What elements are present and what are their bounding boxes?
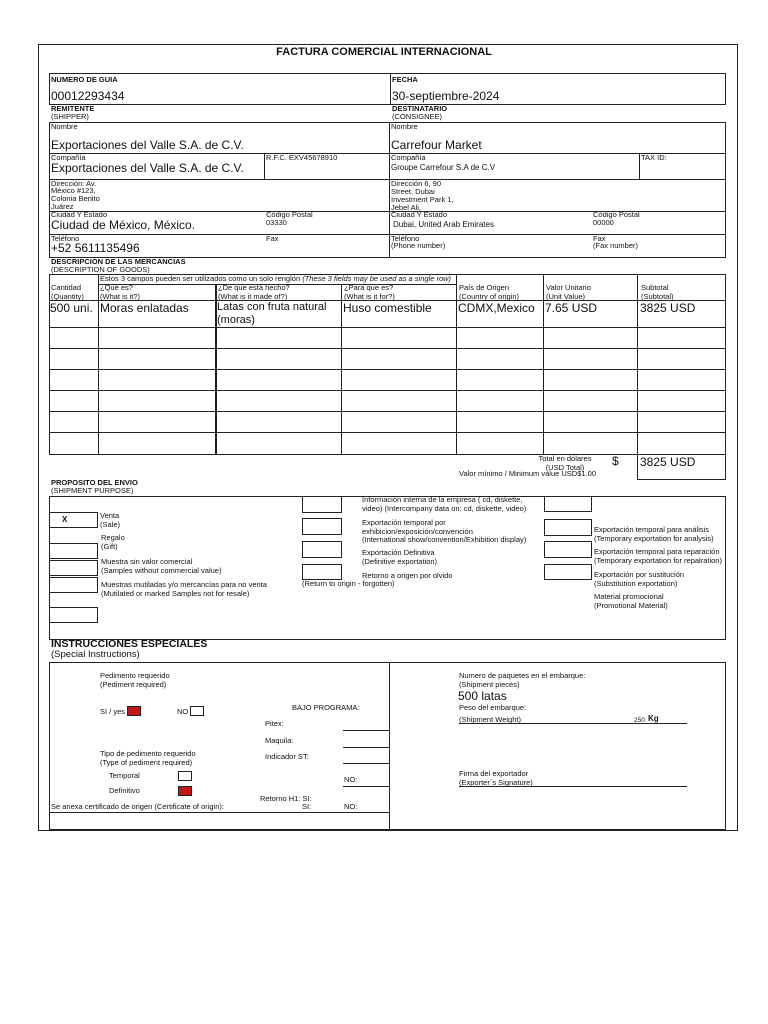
row-made[interactable]: Latas con fruta natural (moras) (217, 301, 327, 327)
shipper-name[interactable]: Exportaciones del Valle S.A. de C.V. (51, 138, 244, 152)
info-interna-checkbox[interactable] (302, 496, 342, 513)
total-value[interactable]: 3825 USD (640, 455, 696, 469)
temporal-exhibicion-checkbox[interactable] (302, 518, 342, 535)
col-origin: País de Origen (Country of origin) (459, 283, 520, 301)
mutiladas-checkbox[interactable] (49, 577, 98, 593)
row-origin[interactable]: CDMX,Mexico (458, 301, 535, 315)
promocional-label: Material promocional (Promotional Material) (594, 592, 668, 610)
shipper-name-label: Nombre (51, 122, 78, 131)
guia-label: NUMERO DE GUIA (51, 75, 118, 84)
dollar-sign: $ (612, 454, 619, 468)
maquila-label: Maquila: (265, 736, 294, 745)
consignee-fax-label: Fax (593, 234, 606, 243)
shipper-postal[interactable]: 03330 (266, 218, 287, 227)
definitiva-checkbox[interactable] (302, 541, 342, 558)
consignee-name[interactable]: Carrefour Market (391, 138, 482, 152)
consignee-phone-label-en: (Phone number) (391, 241, 446, 250)
consignee-city-label: Ciudad Y Estado (391, 210, 448, 219)
regalo-label: Regalo (Gift) (101, 533, 125, 551)
reparacion-label: Exportación temporal para reparación (Temporary exportation for repalration) (594, 547, 722, 565)
shipper-heading: REMITENTE (51, 104, 95, 113)
retorno-checkbox[interactable] (302, 564, 342, 580)
shipper-company-label: Compañía (51, 153, 86, 162)
row-for[interactable]: Huso comestible (343, 301, 432, 315)
consignee-name-label: Nombre (391, 122, 418, 131)
consignee-heading: DESTINATARIO (392, 104, 448, 113)
no-checkbox[interactable] (190, 706, 204, 716)
definitiva-label: Exportación Definitiva (Definitive exportation) (362, 548, 438, 566)
paquetes-value[interactable]: 500 latas (458, 689, 507, 703)
si-yes-checkbox[interactable] (127, 706, 141, 716)
purpose-heading: PROPOSITO DEL ENVIO (51, 478, 138, 487)
venta-mark: X (62, 515, 68, 524)
definitivo-label: Definitivo (109, 786, 140, 795)
no-label: NO (177, 707, 189, 716)
col-made: ¿De que está hecho? (What is it made of?) (218, 283, 290, 301)
mutiladas-label: Muestras mutiladas y/o mercancías para no venta (Mutilated or marked Samples not for resale) (101, 580, 267, 598)
pitex-label: Pitex: (265, 719, 284, 728)
reparacion-checkbox[interactable] (544, 541, 592, 558)
consignee-postal-label: Código Postal (593, 210, 640, 219)
consignee-address[interactable]: Dirección 6, 90 Street, Dubai Investment Park 1, Jebel Ali, (391, 179, 454, 212)
col-for: ¿Para que es? (What is it for?) (344, 283, 395, 301)
shipper-postal-label: Código Postal (266, 210, 313, 219)
analisis-checkbox[interactable] (544, 496, 592, 512)
minimum-value: Valor mínimo / Minimum value USD$1.00 (459, 469, 596, 478)
peso-label-en: (Shipment Weight) (459, 715, 521, 724)
sustitucion-checkbox[interactable] (544, 564, 592, 580)
goods-heading-en: (DESCRIPTION OF GOODS) (51, 265, 150, 274)
consignee-company[interactable]: Groupe Carrefour S.A de C.V (391, 163, 496, 172)
consignee-tax-label: TAX ID: (641, 153, 667, 162)
consignee-heading-en: (CONSIGNEE) (392, 112, 443, 121)
si-yes-label: SI / yes (100, 707, 126, 716)
temporal-checkbox[interactable] (178, 771, 192, 781)
total-label: Total en dólares (USD Total) (538, 454, 592, 472)
guia-value[interactable]: 00012293434 (51, 89, 125, 103)
temporal-label: Temporal (109, 771, 140, 780)
special-heading: INSTRUCCIONES ESPECIALES (51, 638, 208, 650)
shipper-company[interactable]: Exportaciones del Valle S.A. de C.V. (51, 161, 244, 175)
document-title: FACTURA COMERCIAL INTERNACIONAL (276, 46, 492, 58)
si-label: SI: (302, 802, 312, 811)
row-what[interactable]: Moras enlatadas (100, 301, 189, 315)
consignee-fax-label-en: (Fax number) (593, 241, 639, 250)
temporal-exhibicion-label: Exportación temporal por exhibicion/exposición/convención (International show/convention/Exhibition display) (362, 518, 527, 545)
shipper-address-label: Dirección: Av. (51, 179, 97, 188)
shipper-city[interactable]: Ciudad de México, México. (51, 218, 196, 232)
info-interna-label: Información interna de la empresa ( cd, diskette, video) (Intercompany data on: cd, diskette, video) (362, 495, 527, 513)
tipo-pedimento-label: Tipo de pedimento requerido (Type of pediment required) (100, 749, 196, 767)
fecha-label: FECHA (392, 75, 418, 84)
shipper-phone-label: Teléfono (51, 234, 80, 243)
row-subtotal[interactable]: 3825 USD (640, 301, 696, 315)
row-qty[interactable]: 500 uni. (50, 301, 93, 315)
venta-checkbox[interactable] (49, 512, 98, 528)
col-what: ¿Qué es? (What is it?) (100, 283, 141, 301)
retorno-label-en: (Return to origin - forgotten) (302, 579, 395, 588)
definitivo-checkbox[interactable] (178, 786, 192, 796)
shipper-city-label: Ciudad Y Estado (51, 210, 108, 219)
fecha-value[interactable]: 30-septiembre-2024 (392, 89, 500, 103)
purpose-heading-en: (SHIPMENT PURPOSE) (51, 486, 134, 495)
shipper-heading-en: (SHIPPER) (51, 112, 89, 121)
col-unit: Valor Unitario (Unit Value) (546, 283, 591, 301)
indicador-label: Indicador ST: (265, 752, 309, 761)
analisis-checkbox-2[interactable] (544, 519, 592, 536)
col-quantity: Cantidad (Quantity) (51, 283, 84, 301)
no2-label: NO: (344, 775, 358, 784)
consignee-postal[interactable]: 00000 (593, 218, 614, 227)
peso-value[interactable]: 250 (634, 717, 645, 724)
extra-checkbox[interactable] (49, 607, 98, 623)
retorno-label: Retorno a origen por olvido (362, 571, 453, 580)
sin-valor-checkbox[interactable] (49, 560, 98, 576)
venta-label: Venta (Sale) (100, 511, 121, 529)
analisis-label: Exportación temporal para análisis (Temporary exportation for analysis) (594, 525, 714, 543)
peso-label: Peso del embarque: (459, 703, 527, 712)
no3-label: NO: (344, 802, 358, 811)
pedimento-label: Pedimento requerido (Pediment required) (100, 671, 170, 689)
shipper-phone[interactable]: +52 5611135496 (51, 241, 140, 255)
paquetes-label: Numero de paquetes en el embarque: (Shipment pieces) (459, 671, 586, 689)
certificado-label: Se anexa certificado de origen (Certificate of origin): (51, 802, 225, 811)
goods-heading: DESCRIPCION DE LAS MERCANCIAS (51, 257, 186, 266)
retorno-h1-label: Retorno H1: SI: (260, 794, 312, 803)
regalo-checkbox[interactable] (49, 543, 98, 559)
special-heading-en: (Special Instructions) (51, 649, 140, 660)
col-subtotal: Subtotal (Subtotal) (641, 283, 674, 301)
sin-valor-label: Muestra sin valor comercial (Samples without commercial value) (101, 557, 222, 575)
firma-label: Firma del exportador (Exporter´s Signature) (459, 769, 533, 787)
goods-note: Estos 3 campos pueden ser utilizados como un solo renglón (These 3 fields may be used as a single row) (100, 274, 452, 283)
consignee-city[interactable]: Dubai, United Arab Emirates (393, 220, 494, 229)
bajo-programa-label: BAJO PROGRAMA: (292, 703, 360, 712)
shipper-address[interactable]: México #123, Colonia Benito Juárez (51, 186, 100, 211)
row-unit[interactable]: 7.65 USD (545, 301, 598, 315)
shipper-fax-label: Fax (266, 234, 279, 243)
consignee-phone-label: Teléfono (391, 234, 420, 243)
sustitucion-label: Exportación por sustitución (Substitution exportation) (594, 570, 685, 588)
consignee-company-label: Compañía (391, 153, 426, 162)
peso-unit: Kg (648, 714, 659, 723)
shipper-rfc[interactable]: R.F.C. EXV45678910 (266, 153, 338, 162)
